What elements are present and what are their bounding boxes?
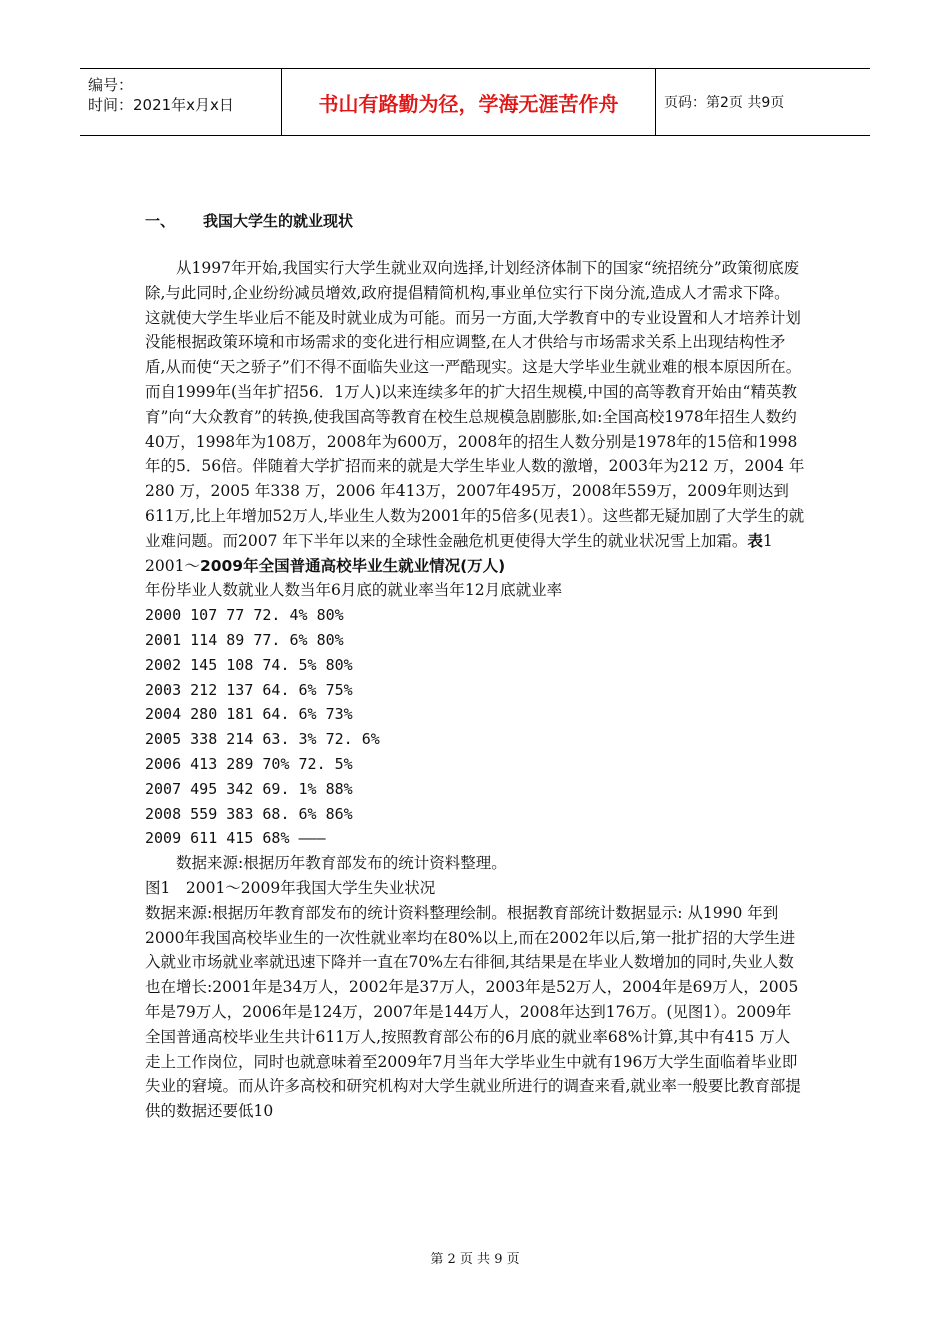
paragraph-1 (145, 256, 805, 578)
header-meta (80, 69, 282, 135)
figure-caption: 图1 2001～2009年我国大学生失业状况 (145, 878, 436, 897)
table-row: 2001 114 89 77. 6% 80% (145, 630, 344, 649)
paragraph-2: 数据来源:根据历年教育部发布的统计资料整理绘制。根据教育部统计数据显示: 从1990 年到2000年我国高校毕业生的一次性就业率均在80%以上,而在2002年以后,第一批扩招的大学生进入就业市场就业率就迅速下降并一直在70%左右徘徊,其结果是在毕业人数增加的同时,失业人数也在增长:2001年是34万人，2002年是37万人，2003年是52万人，2004年是69万人，2005年是79万人，2006年是124万，2007年是144万人，2008年达到176万。(见图1）。2009年全国普通高校毕业生共计611万人,按照教育部公布的6月底的就业率68%计算,其中有415 万人走上工作岗位，同时也就意味着至2009年7月当年大学毕业生中就有196万大学生面临着毕业即失业的窘境。而从许多高校和研究机构对大学生就业所进行的调查来看,就业率一般要比教育部提供的数据还要低10 (145, 903, 801, 1121)
table-row: 2007 495 342 69. 1% 88% (145, 779, 353, 798)
table-row: 2005 338 214 63. 3% 72. 6% (145, 730, 380, 749)
table-row: 2004 280 181 64. 6% 73% (145, 705, 353, 724)
section-heading (145, 210, 353, 231)
table-caption-mid: 1 2001～ (145, 531, 789, 575)
table-caption-prefix: 表 (747, 531, 763, 550)
section-number: 一、 (145, 212, 176, 230)
page-header (80, 68, 870, 136)
section-title: 我国大学生的就业现状 (203, 212, 354, 230)
table-row: 2009 611 415 68% ——— (145, 829, 326, 848)
number-label: 编号： (88, 76, 134, 94)
header-motto: 书山有路勤为径，学海无涯苦作舟 (282, 69, 656, 135)
time-label: 时间：2021年x月x日 (88, 96, 234, 114)
document-body (145, 256, 805, 1124)
table-row: 2003 212 137 64. 6% 75% (145, 680, 353, 699)
page-footer: 第 2 页 共 9 页 (430, 1252, 520, 1267)
table-header: 年份毕业人数就业人数当年6月底的就业率当年12月底就业率 (145, 581, 563, 600)
header-page-info: 页码：第2页 共9页 (664, 95, 785, 111)
table-caption-title: 2009年全国普通高校毕业生就业情况(万人) (199, 556, 506, 575)
table-row: 2002 145 108 74. 5% 80% (145, 655, 353, 674)
table-source: 数据来源:根据历年教育部发布的统计资料整理。 (176, 854, 507, 873)
paragraph-1-text: 从1997年开始,我国实行大学生就业双向选择,计划经济体制下的国家“统招统分”政策彻底废除,与此同时,企业纷纷减员增效,政府提倡精简机构,事业单位实行下岗分流,造成人才需求下降。这就使大学生毕业后不能及时就业成为可能。而另一方面,大学教育中的专业设置和人才培养计划没能根据政策环境和市场需求的变化进行相应调整,在人才供给与市场需求关系上出现结构性矛盾,从而使“天之骄子”们不得不面临失业这一严酷现实。这是大学毕业生就业难的根本原因所在。而自1999年(当年扩招56．1万人)以来连续多年的扩大招生规模,中国的高等教育开始由“精英教育”向“大众教育”的转换,使我国高等教育在校生总规模急剧膨胀,如:全国高校1978年招生人数约40万，1998年为108万，2008年为600万，2008年的招生人数分别是1978年的15倍和1998年的5．56倍。伴随着大学扩招而来的就是大学生毕业人数的激增，2003年为212 万，2004 年280 万，2005 年338 万，2006 年413万，2007年495万，2008年559万，2009年则达到611万,比上年增加52万人,毕业生人数为2001年的5倍多(见表1）。这些都无疑加剧了大学生的就业难问题。而2007 年下半年以来的全球性金融危机更使得大学生的就业状况雪上加霜。 (145, 259, 805, 550)
table-row: 2008 559 383 68. 6% 86% (145, 804, 353, 823)
table-row: 2006 413 289 70% 72. 5% (145, 754, 353, 773)
data-table (145, 603, 805, 851)
table-row: 2000 107 77 72. 4% 80% (145, 606, 344, 625)
